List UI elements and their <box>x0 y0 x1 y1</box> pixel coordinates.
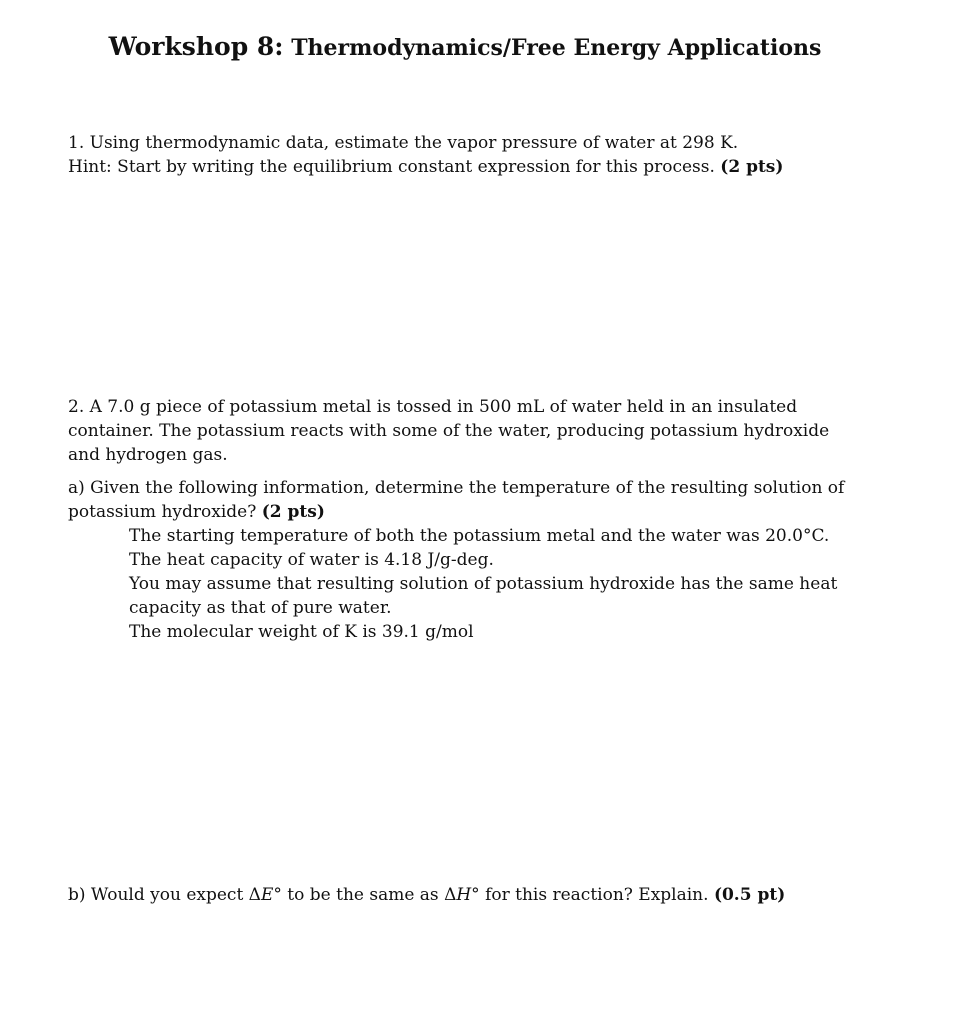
question-1-hint: Hint: Start by writing the equilibrium constant expression for this process. (2 pts) <box>68 157 784 177</box>
question-1-points: (2 pts) <box>720 157 784 177</box>
enthalpy-symbol: H <box>456 885 472 905</box>
info-line-molecular-weight: The molecular weight of K is 39.1 g/mol <box>129 622 474 642</box>
energy-symbol: E <box>260 885 274 905</box>
question-2a-info <box>129 524 869 644</box>
info-line-assumption-1: You may assume that resulting solution of potassium hydroxide has the same heat <box>129 574 838 594</box>
question-1 <box>68 131 868 179</box>
question-2-line-3: and hydrogen gas. <box>68 445 228 465</box>
question-2-line-2: container. The potassium reacts with some of the water, producing potassium hydroxide <box>68 421 830 441</box>
question-2-line-1: 2. A 7.0 g piece of potassium metal is tossed in 500 mL of water held in an insulated <box>68 397 798 417</box>
page-title <box>0 32 930 61</box>
title-rest: Thermodynamics/Free Energy Applications <box>283 35 822 61</box>
question-1-line-1: 1. Using thermodynamic data, estimate the vapor pressure of water at 298 K. <box>68 133 739 153</box>
question-2a-points: (2 pts) <box>261 502 325 522</box>
title-lead: Workshop 8: <box>108 32 284 61</box>
question-2-intro <box>68 395 868 467</box>
question-2a-line-1: a) Given the following information, determine the temperature of the resulting solution of <box>68 478 845 498</box>
question-2a <box>68 476 868 524</box>
question-2b-points: (0.5 pt) <box>713 885 786 905</box>
info-line-heat-capacity: The heat capacity of water is 4.18 J/g-deg. <box>129 550 494 570</box>
question-2b <box>68 883 868 907</box>
question-2b-line: b) Would you expect ΔE° to be the same as ΔH° for this reaction? Explain. (0.5 pt) <box>68 885 786 905</box>
info-line-assumption-2: capacity as that of pure water. <box>129 598 392 618</box>
question-2a-line-2: potassium hydroxide? (2 pts) <box>68 502 325 522</box>
info-line-temperature: The starting temperature of both the potassium metal and the water was 20.0°C. <box>129 526 830 546</box>
